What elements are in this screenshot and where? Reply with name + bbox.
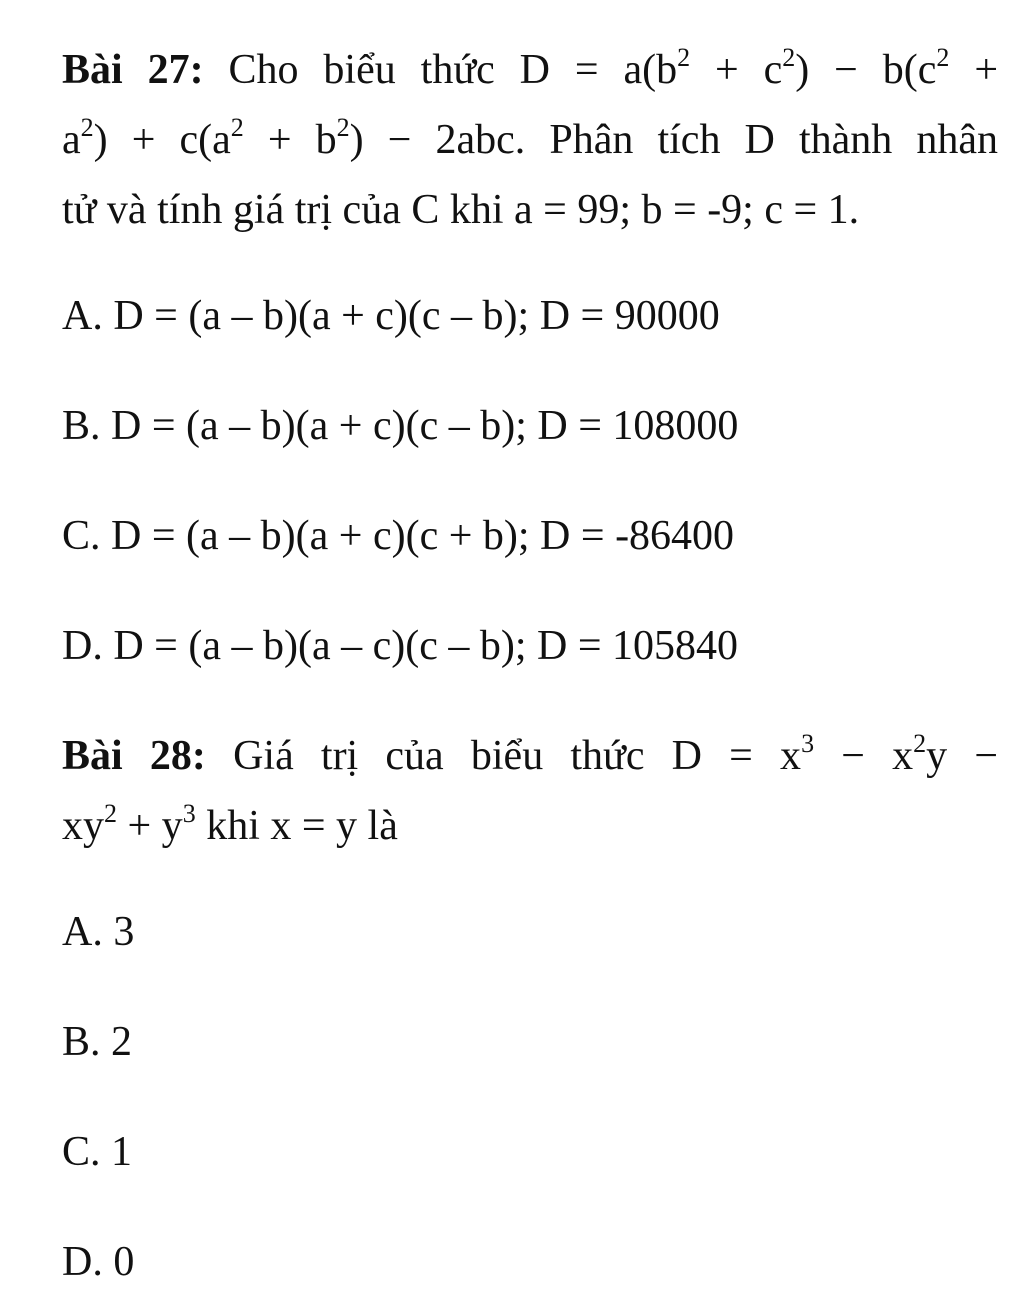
problem-27-stem-line-2 xyxy=(62,114,998,166)
problem-27-option-d[interactable]: D. D = (a – b)(a – c)(c – b); D = 105840 xyxy=(62,623,739,669)
stem-text: tử và tính giá trị của C khi a = 99; b = -9; c = 1. xyxy=(62,187,860,233)
stem-text: − x xyxy=(814,733,914,779)
problem-28-option-b[interactable]: B. 2 xyxy=(62,1019,133,1065)
problem-27-option-c[interactable]: C. D = (a – b)(a + c)(c + b); D = -86400 xyxy=(62,513,735,559)
problem-27-option-b[interactable]: B. D = (a – b)(a + c)(c – b); D = 108000 xyxy=(62,403,739,449)
stem-text: + b xyxy=(243,117,337,163)
problem-27-option-a[interactable]: A. D = (a – b)(a + c)(c – b); D = 90000 xyxy=(62,293,720,339)
stem-text: Giá trị của biểu thức D = x xyxy=(205,733,802,779)
superscript: 2 xyxy=(677,43,691,72)
stem-text: ) − b(c xyxy=(795,47,937,93)
superscript: 3 xyxy=(182,799,196,828)
problem-27-stem-line-1 xyxy=(62,44,998,96)
superscript: 2 xyxy=(336,113,350,142)
stem-text: xy xyxy=(62,803,104,849)
superscript: 2 xyxy=(913,729,927,758)
superscript: 2 xyxy=(80,113,94,142)
stem-text: + xyxy=(949,47,999,93)
stem-text: + c xyxy=(690,47,783,93)
superscript: 2 xyxy=(230,113,244,142)
superscript: 2 xyxy=(782,43,796,72)
stem-text: ) − 2abc. Phân tích D thành nhân xyxy=(349,117,999,163)
stem-text: a xyxy=(62,117,81,163)
superscript: 2 xyxy=(104,799,117,828)
problem-27-label: Bài 27: xyxy=(62,47,204,93)
problem-28-label: Bài 28: xyxy=(62,733,206,779)
problem-28-option-a[interactable]: A. 3 xyxy=(62,909,135,955)
superscript: 3 xyxy=(801,729,815,758)
stem-text: ) + c(a xyxy=(93,117,231,163)
stem-text: + y xyxy=(117,803,183,849)
problem-27-stem-line-3 xyxy=(62,184,859,236)
stem-text: khi x = y là xyxy=(195,803,398,849)
problem-28-option-c[interactable]: C. 1 xyxy=(62,1129,133,1175)
problem-28-stem-line-2 xyxy=(62,800,398,852)
stem-text: y − xyxy=(926,733,999,779)
problem-28-stem-line-1 xyxy=(62,730,998,782)
problem-28-option-d[interactable]: D. 0 xyxy=(62,1239,135,1285)
stem-text: Cho biểu thức D = a(b xyxy=(203,47,678,93)
superscript: 2 xyxy=(936,43,950,72)
